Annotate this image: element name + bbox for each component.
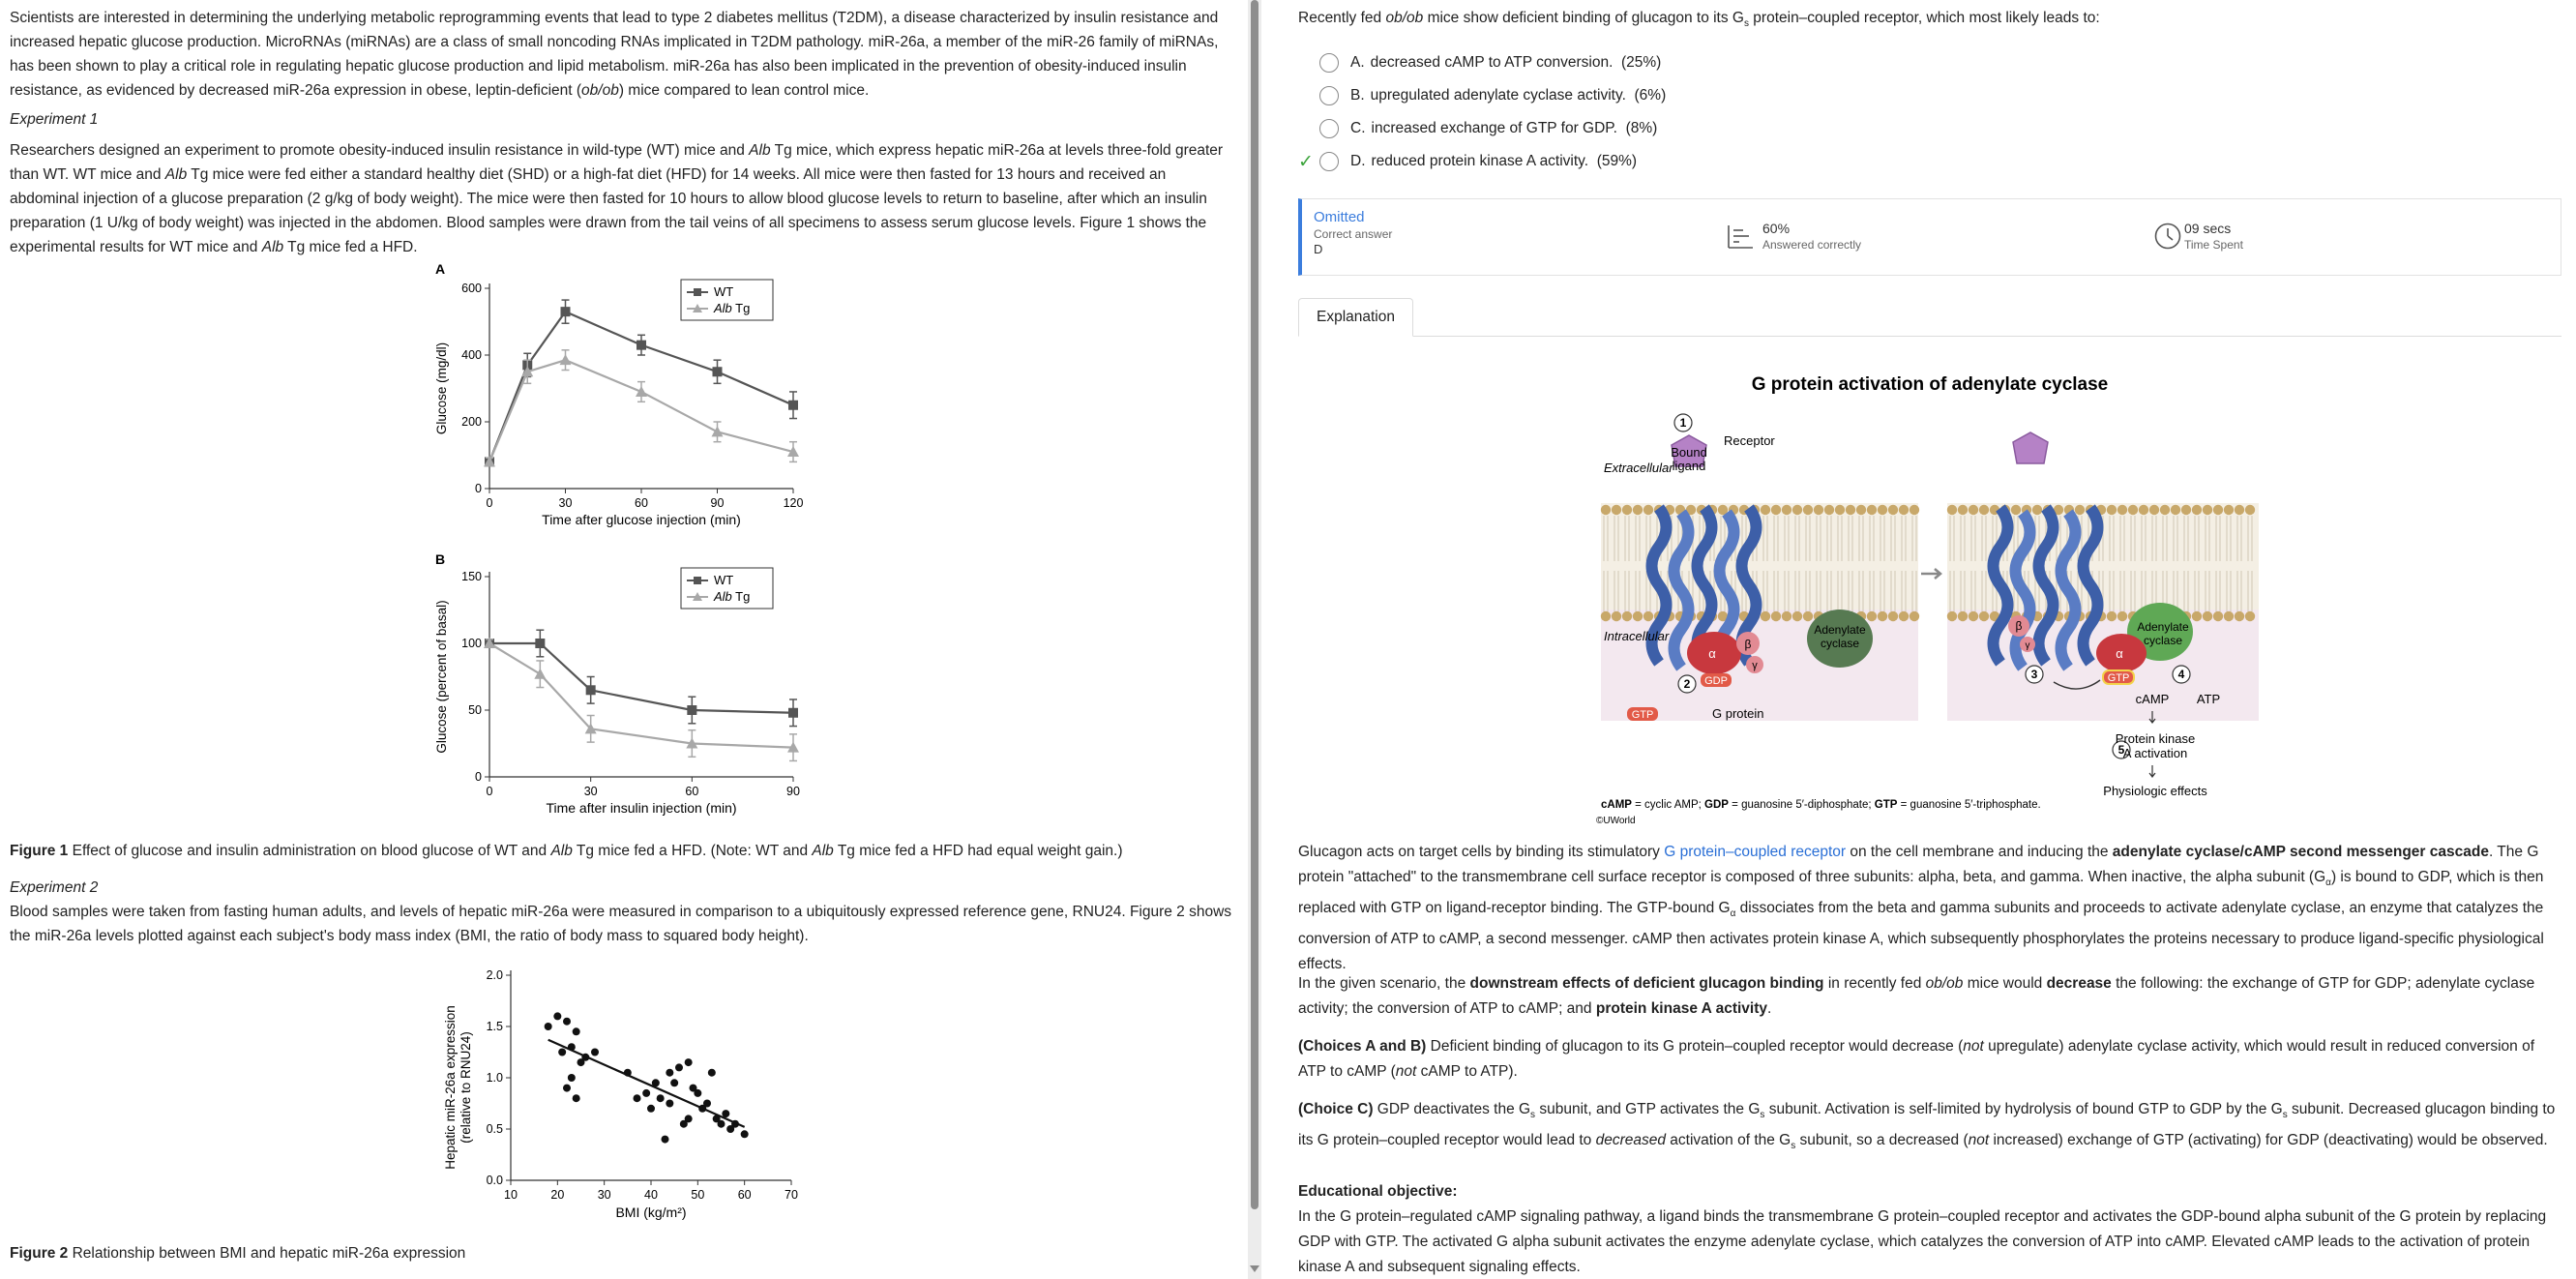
lipid-head [1824, 505, 1834, 515]
radio-button[interactable] [1319, 152, 1339, 171]
svg-text:Physiologic effects: Physiologic effects [2103, 784, 2207, 798]
data-point [636, 386, 647, 397]
svg-text:cyclase: cyclase [1820, 637, 1860, 650]
data-point [712, 426, 724, 436]
y-tick-label: 2.0 [486, 968, 503, 982]
legend-marker [694, 288, 701, 296]
data-point [713, 367, 723, 376]
lipid-head [1899, 611, 1909, 621]
lipid-head [1633, 611, 1643, 621]
scatter-point [666, 1100, 673, 1108]
svg-text:GTP: GTP [2107, 672, 2130, 684]
scatter-point [694, 1089, 701, 1097]
copyright: ©UWorld [1596, 816, 1636, 826]
scatter-point [666, 1069, 673, 1077]
lipid-head [1899, 505, 1909, 515]
scatter-point [573, 1027, 580, 1035]
lipid-head [1867, 505, 1877, 515]
lipid-head [2224, 505, 2234, 515]
lipid-head [1814, 505, 1823, 515]
svg-text:γ: γ [2025, 640, 2030, 651]
scroll-down-arrow-icon[interactable] [1250, 1265, 1259, 1272]
x-tick-label: 0 [486, 785, 493, 798]
radio-button[interactable] [1319, 119, 1339, 138]
panel-a-label: A [435, 261, 446, 277]
correct-check-icon: ✓ [1298, 151, 1314, 172]
scatter-point [685, 1058, 693, 1066]
scatter-point [558, 1049, 566, 1056]
scatter-point [708, 1069, 716, 1077]
gpcr-link[interactable]: G protein–coupled receptor [1664, 844, 1847, 860]
lipid-head [1761, 505, 1770, 515]
step-2-badge: 2 [1683, 677, 1691, 691]
y-tick-label: 400 [461, 348, 482, 362]
svg-text:ligand: ligand [1672, 459, 1706, 473]
x-tick-label: 30 [558, 496, 573, 510]
lipid-head [2245, 505, 2255, 515]
y-tick-label: 1.5 [486, 1020, 503, 1033]
lipid-head [1633, 505, 1643, 515]
lipid-head [2235, 505, 2244, 515]
svg-text:Receptor: Receptor [1724, 433, 1775, 448]
step-1-badge: 1 [1679, 416, 1687, 430]
y-tick-label: 0.0 [486, 1174, 503, 1187]
svg-text:Protein kinase: Protein kinase [2115, 731, 2196, 746]
x-tick-label: 20 [550, 1188, 565, 1202]
scatter-point [591, 1049, 599, 1056]
answer-choice-b[interactable]: B. upregulated adenylate cyclase activity. (6%) [1298, 83, 1666, 108]
step-3-badge: 3 [2030, 668, 2038, 681]
y-axis-label: Glucose (mg/dl) [434, 342, 449, 435]
lipid-head [1958, 505, 1968, 515]
radio-button[interactable] [1319, 53, 1339, 73]
series-line [489, 643, 793, 748]
data-point [561, 307, 571, 316]
x-tick-label: 90 [786, 785, 800, 798]
x-axis-label: BMI (kg/m²) [615, 1205, 687, 1220]
lipid-head [1622, 505, 1632, 515]
svg-text:Bound: Bound [1671, 445, 1707, 460]
lipid-head [1771, 611, 1781, 621]
y-tick-label: 600 [461, 282, 482, 295]
lipid-head [2245, 611, 2255, 621]
lipid-head [1910, 505, 1919, 515]
panel-b-label: B [435, 551, 446, 567]
step-5-badge: 5 [2117, 743, 2125, 757]
lipid-head [1792, 505, 1802, 515]
lipid-head [2203, 611, 2212, 621]
lipid-head [1910, 611, 1919, 621]
scatter-point [670, 1079, 678, 1086]
lipid-head [2213, 505, 2223, 515]
percent-correct-stat: 60% Answered correctly [1726, 221, 1861, 252]
lipid-head [1969, 505, 1978, 515]
experiment-1-heading: Experiment 1 [10, 111, 99, 128]
answer-choice-a[interactable]: A. decreased cAMP to ATP conversion. (25%) [1298, 50, 1661, 75]
y-axis-label: Glucose (percent of basal) [434, 600, 449, 754]
omitted-status: Omitted Correct answer D [1314, 209, 1393, 256]
pane-scrollbar[interactable] [1248, 0, 1261, 1279]
clock-icon [2153, 222, 2182, 251]
y-axis-label: (relative to RNU24) [459, 1031, 473, 1144]
y-tick-label: 1.0 [486, 1071, 503, 1085]
lipid-head [1771, 505, 1781, 515]
lipid-head [2107, 611, 2117, 621]
data-point [788, 708, 798, 718]
lipid-head [2128, 505, 2138, 515]
lipid-head [1947, 611, 1957, 621]
lipid-head [2075, 505, 2085, 515]
x-tick-label: 70 [785, 1188, 798, 1202]
x-tick-label: 10 [504, 1188, 518, 1202]
lipid-head [1601, 505, 1611, 515]
x-axis-label: Time after glucose injection (min) [542, 512, 741, 527]
lipid-head [2160, 505, 2170, 515]
lipid-head [1878, 611, 1887, 621]
answer-explanation-pane [1279, 0, 2576, 1279]
x-tick-label: 50 [691, 1188, 705, 1202]
lipid-head [1878, 505, 1887, 515]
lipid-head [1947, 505, 1957, 515]
scatter-point [634, 1094, 641, 1102]
scatter-chart [443, 968, 798, 1220]
lipid-head [2235, 611, 2244, 621]
scatter-point [563, 1018, 571, 1026]
lipid-head [1803, 611, 1813, 621]
lipid-head [1888, 611, 1898, 621]
answer-choice-c[interactable]: C. increased exchange of GTP for GDP. (8%) [1298, 116, 1657, 141]
svg-text:β: β [1744, 638, 1752, 651]
lipid-head [1856, 505, 1866, 515]
lipid-head [1979, 611, 1989, 621]
lipid-head [1643, 505, 1653, 515]
lipid-head [1969, 611, 1978, 621]
svg-text:ATP: ATP [2196, 692, 2221, 706]
svg-text:GDP: GDP [1704, 675, 1728, 687]
scatter-point [718, 1120, 725, 1128]
lipid-head [1846, 505, 1855, 515]
experiment-1-paragraph: Researchers designed an experiment to promote obesity-induced insulin resistance in wild-type (WT) mice and Alb Tg mice, which express hepatic miR-26a at levels three-fold greater than WT. WT mice and Alb Tg mice were fed either a standard healthy diet (SHD) or a high-fat diet (HFD) for 14 weeks. All mice were then fasted for 13 hours and received an abdominal injection of a glucose preparation (2 g/kg of body weight). The mice were then fasted for 10 hours to allow blood glucose levels to return to baseline, after which an insulin preparation (1 U/kg of body weight) was injected in the abdomen. Blood samples were drawn from the tail veins of all specimens to assess serum glucose levels. Figure 1 shows the experimental results for WT mice and Alb Tg mice fed a HFD. [10, 142, 1224, 255]
x-tick-label: 40 [644, 1188, 658, 1202]
y-tick-label: 50 [468, 703, 482, 717]
legend-marker [694, 577, 701, 584]
scatter-point [545, 1023, 552, 1030]
y-tick-label: 150 [461, 570, 482, 583]
svg-text:A activation: A activation [2122, 746, 2188, 760]
x-tick-label: 120 [783, 496, 804, 510]
diagram-footnote: cAMP = cyclic AMP; GDP = guanosine 5′-diphosphate; GTP = guanosine 5′-triphosphate. [1601, 799, 2041, 811]
answer-stats-box [1298, 198, 2561, 276]
educational-objective-text: In the G protein–regulated cAMP signaling pathway, a ligand binds the transmembrane G protein–coupled receptor and activates the GDP-bound alpha subunit of the G protein by replacing GDP with GTP. The activated G alpha subunit activates the enzyme adenylate cyclase, which catalyzes the conversion of ATP into cAMP. Elevated cAMP leads to the activation of protein kinase A and subsequent signaling effects. [1298, 1208, 2547, 1275]
chart-panel-b [434, 568, 800, 816]
lipid-head [2213, 611, 2223, 621]
step-4-badge: 4 [2177, 668, 2185, 681]
scatter-point [553, 1012, 561, 1020]
explanation-paragraph-2: In the given scenario, the downstream effects of deficient glucagon binding in recently fed ob/ob mice would decrease the following: the exchange of GTP for GDP; adenylate cyclase activity; the conversion of ATP to cAMP; and protein kinase A activity. [1298, 975, 2535, 1017]
ligand-shape-right [2013, 432, 2048, 463]
scatter-point [563, 1085, 571, 1092]
time-spent-stat: 09 secs Time Spent [2153, 221, 2243, 252]
lipid-head [1835, 505, 1845, 515]
svg-text:Intracellular: Intracellular [1604, 629, 1670, 643]
svg-text:G protein: G protein [1712, 706, 1764, 721]
legend-label: WT [714, 573, 734, 587]
experiment-2-paragraph: Blood samples were taken from fasting human adults, and levels of hepatic miR-26a were measured in comparison to a ubiquitously expressed reference gene, RNU24. Figure 2 shows the miR-26a levels plotted against each subject's body mass index (BMI, the ratio of body mass to squared body height). [10, 904, 1232, 944]
x-tick-label: 0 [486, 496, 493, 510]
lipid-head [1612, 505, 1621, 515]
question-text: Recently fed ob/ob mice show deficient binding of glucagon to its $G_s$ protein–coupled receptor, which most likely leads to: [1298, 10, 2100, 30]
scatter-point [703, 1100, 711, 1108]
explanation-paragraph-4: (Choice C) GDP deactivates the $G_s$ subunit, and GTP activates the $G_s$ subunit. Activation is self-limited by hydrolysis of bound GTP to GDP by the $G_s$ subunit. Decreased glucagon binding to its G protein–coupled receptor would lead to decreased activation of the $G_s$ subunit, so a decreased (not increased) exchange of GTP (activating) for GDP (deactivating) would be observed. [1298, 1101, 2556, 1152]
educational-objective-heading: Educational objective: [1298, 1183, 1458, 1200]
g-protein-diagram [1586, 363, 2264, 827]
y-tick-label: 0 [475, 770, 482, 784]
lipid-head [2032, 505, 2042, 515]
lipid-head [1601, 611, 1611, 621]
lipid-head [2192, 611, 2202, 621]
transition-arrow-icon [1921, 569, 1940, 579]
y-tick-label: 0.5 [486, 1122, 503, 1136]
x-tick-label: 60 [737, 1188, 752, 1202]
explanation-paragraph-1: Glucagon acts on target cells by binding its stimulatory G protein–coupled receptor on the cell membrane and inducing the adenylate cyclase/cAMP second messenger cascade. The G protein "attached" to the transmembrane cell surface receptor is composed of three subunits: alpha, beta, and gamma. When inactive, the alpha subunit $(G_\alpha)$ is bound to GDP, which is then replaced with GTP on ligand-receptor binding. The GTP-bound $G_\alpha$ dissociates from the beta and gamma subunits and proceeds to activate adenylate cyclase, an enzyme that catalyzes the conversion of ATP to cAMP, a second messenger. cAMP then activates protein kinase A, which subsequently phosphorylates the proteins necessary to produce ligand-specific physiological effects. [1298, 844, 2544, 973]
svg-text:Adenylate: Adenylate [1814, 623, 1866, 637]
scatter-point [568, 1074, 576, 1082]
lipid-head [1761, 611, 1770, 621]
svg-text:Adenylate: Adenylate [2137, 620, 2189, 634]
lipid-head [2203, 505, 2212, 515]
lipid-head [2011, 505, 2021, 515]
lipid-head [1792, 611, 1802, 621]
svg-text:Extracellular: Extracellular [1604, 461, 1673, 475]
x-tick-label: 30 [583, 785, 598, 798]
explanation-paragraph-3: (Choices A and B) Deficient binding of glucagon to its G protein–coupled receptor would decrease (not upregulate) adenylate cyclase activity, which would result in reduced conversion of ATP to cAMP (not cAMP to ATP). [1298, 1038, 2535, 1080]
diagram-title: G protein activation of adenylate cyclase [1751, 374, 2109, 395]
lipid-head [2149, 505, 2159, 515]
svg-text:GTP: GTP [1631, 709, 1654, 721]
y-tick-label: 200 [461, 415, 482, 429]
tab-explanation[interactable]: Explanation [1298, 298, 1413, 337]
data-point [535, 639, 545, 648]
x-tick-label: 60 [635, 496, 648, 510]
svg-text:cAMP: cAMP [2135, 692, 2170, 706]
svg-text:γ: γ [1752, 660, 1758, 671]
y-tick-label: 0 [475, 482, 482, 495]
tab-bar [1298, 298, 2561, 337]
experiment-2-heading: Experiment 2 [10, 879, 99, 896]
scatter-point [657, 1094, 665, 1102]
bar-chart-icon [1726, 222, 1755, 251]
svg-text:cyclase: cyclase [2143, 634, 2183, 647]
x-tick-label: 90 [710, 496, 725, 510]
trend-line [548, 1040, 745, 1127]
lipid-head [2117, 611, 2127, 621]
series-line [489, 360, 793, 461]
data-point [534, 669, 546, 679]
lipid-head [2181, 505, 2191, 515]
lipid-head [1867, 611, 1877, 621]
lipid-head [2192, 505, 2202, 515]
intro-paragraph: Scientists are interested in determining the underlying metabolic reprogramming events that lead to type 2 diabetes mellitus (T2DM), a disease characterized by insulin resistance and increased hepatic glucose production. MicroRNAs (miRNAs) are a class of small noncoding RNAs implicated in T2DM pathology. miR-26a, a member of the miR-26 family of miRNAs, has been shown to play a critical role in regulating hepatic glucose production and lipid metabolism. miR-26a has also been implicated in the prevention of obesity-induced insulin resistance, as evidenced by decreased miR-26a expression in obese, leptin-deficient (ob/ob) mice compared to lean control mice. [10, 10, 1219, 99]
y-axis-label: Hepatic miR-26a expression [443, 1005, 458, 1170]
scatter-point [675, 1063, 683, 1071]
membrane-right [1947, 503, 2259, 721]
data-point [637, 341, 646, 350]
figure-1 [0, 256, 1229, 851]
lipid-head [1622, 611, 1632, 621]
figure-2-caption: Figure 2 Relationship between BMI and hepatic miR-26a expression [10, 1245, 466, 1262]
lipid-head [2139, 505, 2148, 515]
legend-label: Alb Tg [714, 301, 751, 315]
figure-1-caption: Figure 1 Effect of glucose and insulin administration on blood glucose of WT and Alb Tg mice fed a HFD. (Note: WT and Alb Tg mice fed a HFD had equal weight gain.) [10, 843, 1123, 859]
lipid-head [1612, 611, 1621, 621]
data-point [560, 354, 572, 365]
y-tick-label: 100 [461, 637, 482, 650]
scatter-point [573, 1094, 580, 1102]
scatter-point [685, 1115, 693, 1122]
radio-button[interactable] [1319, 86, 1339, 105]
lipid-head [1643, 611, 1653, 621]
lipid-head [1958, 611, 1968, 621]
data-point [586, 685, 596, 695]
lipid-head [1888, 505, 1898, 515]
lipid-head [1979, 505, 1989, 515]
scrollbar-thumb[interactable] [1251, 0, 1258, 1209]
scatter-point [741, 1130, 749, 1138]
scatter-point [662, 1136, 669, 1144]
lipid-head [2224, 611, 2234, 621]
x-tick-label: 60 [685, 785, 699, 798]
svg-text:α: α [1708, 646, 1716, 661]
data-point [788, 401, 798, 410]
data-point [687, 705, 696, 715]
question-stem-pane [0, 0, 1248, 1279]
lipid-head [2117, 505, 2127, 515]
scatter-point [647, 1105, 655, 1113]
scatter-point [642, 1089, 650, 1097]
answer-choice-d[interactable]: ✓ D. reduced protein kinase A activity. (59%) [1298, 151, 1638, 172]
svg-text:β: β [2015, 619, 2023, 633]
chart-panel-a [434, 280, 803, 527]
lipid-head [1803, 505, 1813, 515]
x-tick-label: 30 [597, 1188, 611, 1202]
figure-2 [0, 958, 871, 1238]
legend-label: Alb Tg [714, 589, 751, 604]
lipid-head [2107, 505, 2117, 515]
lipid-head [2171, 505, 2180, 515]
x-axis-label: Time after insulin injection (min) [546, 800, 737, 816]
legend-label: WT [714, 284, 734, 299]
lipid-head [1782, 611, 1791, 621]
svg-text:α: α [2116, 646, 2123, 661]
lipid-head [1782, 505, 1791, 515]
